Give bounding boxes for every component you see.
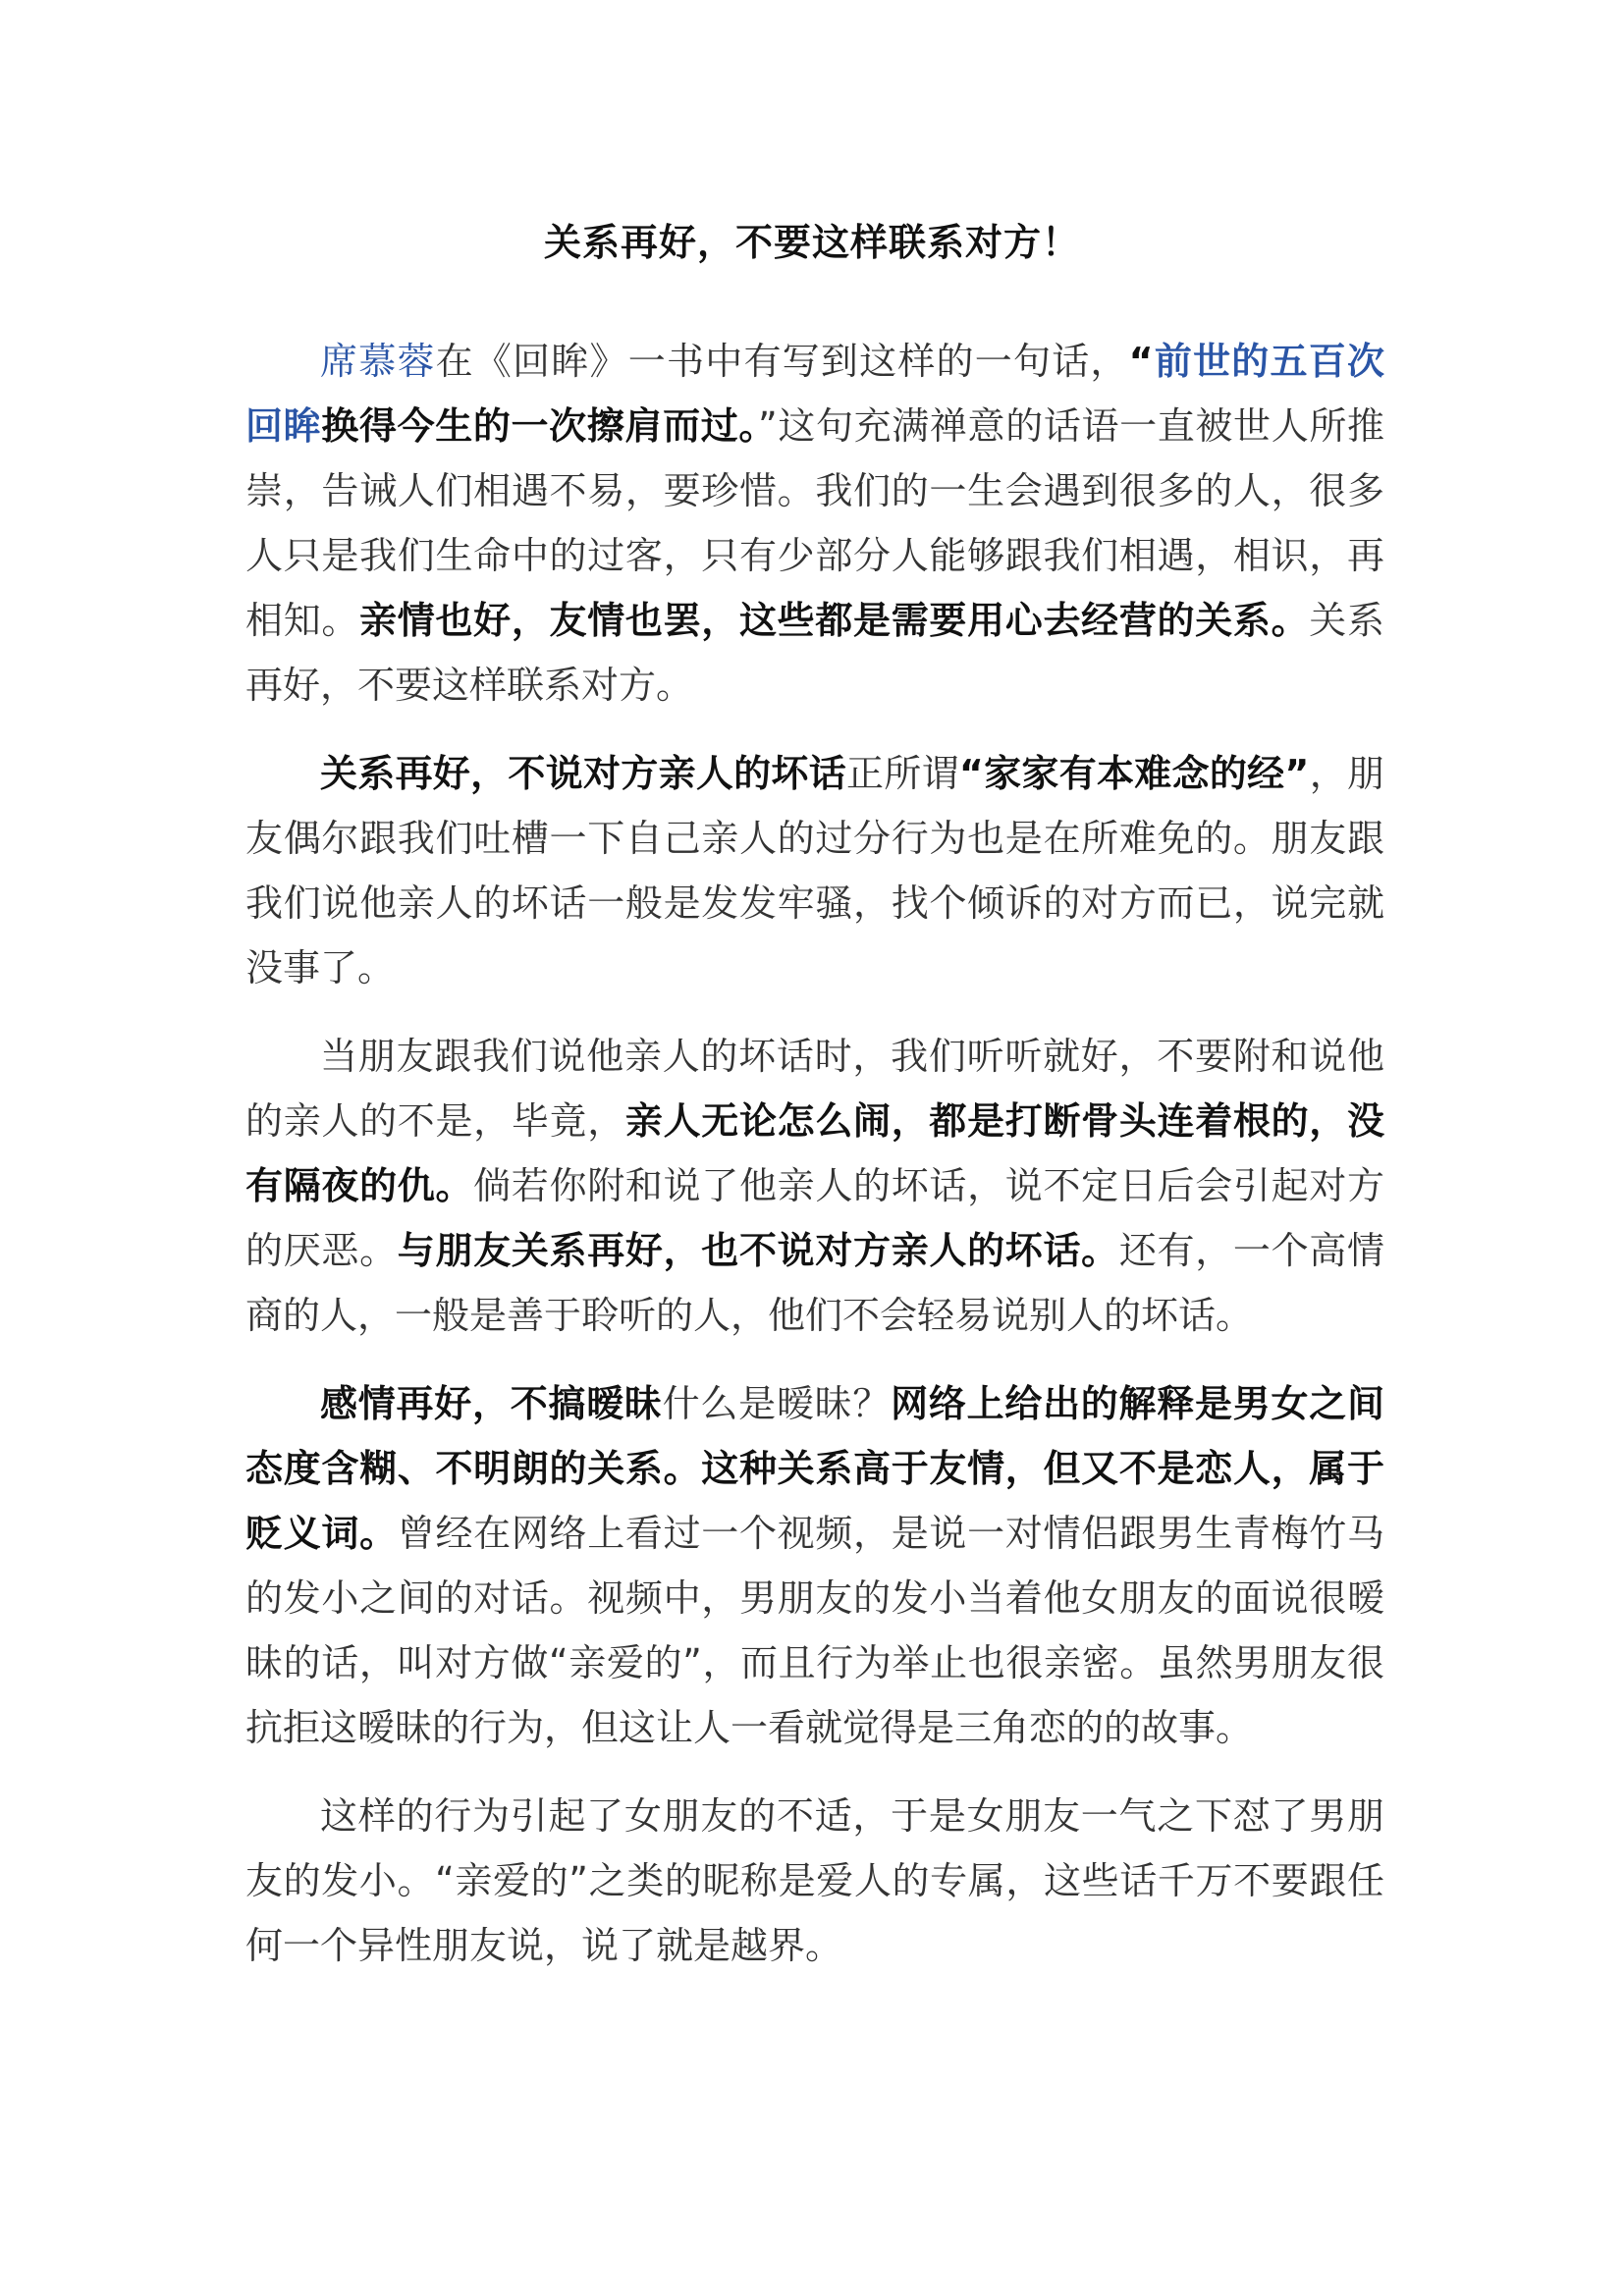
text-segment: 什么是暧昧？ — [662, 1382, 892, 1425]
article-paragraph — [245, 1371, 1384, 1760]
text-segment: 这样的行为引起了女朋友的不适，于是女朋友一气之下怼了男朋友的发小。“亲爱的”之类的昵称是爱人的专属，这些话千万不要跟任何一个异性朋友说，说了就是越界。 — [245, 1794, 1384, 1967]
article-paragraph — [245, 329, 1384, 718]
article-title: 关系再好，不要这样联系对方！ — [543, 221, 1080, 264]
bold-text-segment: “ — [1128, 340, 1154, 383]
text-segment: 还有，一个高情商的人，一般是善于聆听的人，他们不会轻易说别人的坏话。 — [245, 1229, 1384, 1337]
article-paragraph — [245, 1784, 1384, 1978]
text-segment: 倘若你附和说了他亲人的坏话，说不定日后会引起对方的厌恶。 — [245, 1164, 1384, 1272]
bold-text-segment: 关系再好，不说对方亲人的坏话 — [320, 752, 847, 795]
text-segment: ”这句充满禅意的话语一直被世人所推崇，告诫人们相遇不易，要珍惜。我们的一生会遇到很多的人，很多人只是我们生命中的过客，只有少部分人能够跟我们相遇，相识，再相知。 — [245, 404, 1384, 642]
link-text[interactable]: 前世的五百次回眸 — [245, 340, 1384, 448]
text-segment: ，朋友偶尔跟我们吐槽一下自己亲人的过分行为也是在所难免的。朋友跟我们说他亲人的坏话一般是发发牢骚，找个倾诉的对方而已，说完就没事了。 — [245, 752, 1384, 989]
text-segment: 正所谓 — [846, 752, 959, 795]
bold-text-segment: 网络上给出的解释是男女之间态度含糊、不明朗的关系。这种关系高于友情，但又不是恋人，属于贬义词。 — [245, 1382, 1384, 1555]
bold-text-segment: 亲人无论怎么闹，都是打断骨头连着根的，没有隔夜的仇。 — [245, 1099, 1384, 1207]
link-text[interactable]: 席慕蓉 — [320, 340, 436, 383]
article-paragraph — [245, 1024, 1384, 1348]
text-segment: 当朋友跟我们说他亲人的坏话时，我们听听就好，不要附和说他的亲人的不是，毕竟， — [245, 1035, 1384, 1143]
bold-text-segment: 与朋友关系再好，也不说对方亲人的坏话。 — [397, 1229, 1119, 1272]
article-body — [245, 329, 1384, 1978]
text-segment: 曾经在网络上看过一个视频，是说一对情侣跟男生青梅竹马的发小之间的对话。视频中，男朋友的发小当着他女朋友的面说很暧昧的话，叫对方做“亲爱的”，而且行为举止也很亲密。虽然男朋友很抗拒这暧昧的行为，但这让人一看就觉得是三角恋的的故事。 — [245, 1512, 1384, 1749]
bold-text-segment: 亲情也好，友情也罢，这些都是需要用心去经营的关系。 — [359, 599, 1310, 642]
bold-text-segment: 换得今生的一次擦肩而过。 — [321, 404, 759, 448]
text-segment: 关系再好，不要这样联系对方。 — [245, 599, 1384, 707]
article-paragraph — [245, 741, 1384, 1000]
bold-text-segment: “家家有本难念的经” — [958, 752, 1310, 795]
bold-text-segment: 感情再好，不搞暧昧 — [320, 1382, 663, 1425]
text-segment: 在《回眸》一书中有写到这样的一句话， — [435, 340, 1129, 383]
